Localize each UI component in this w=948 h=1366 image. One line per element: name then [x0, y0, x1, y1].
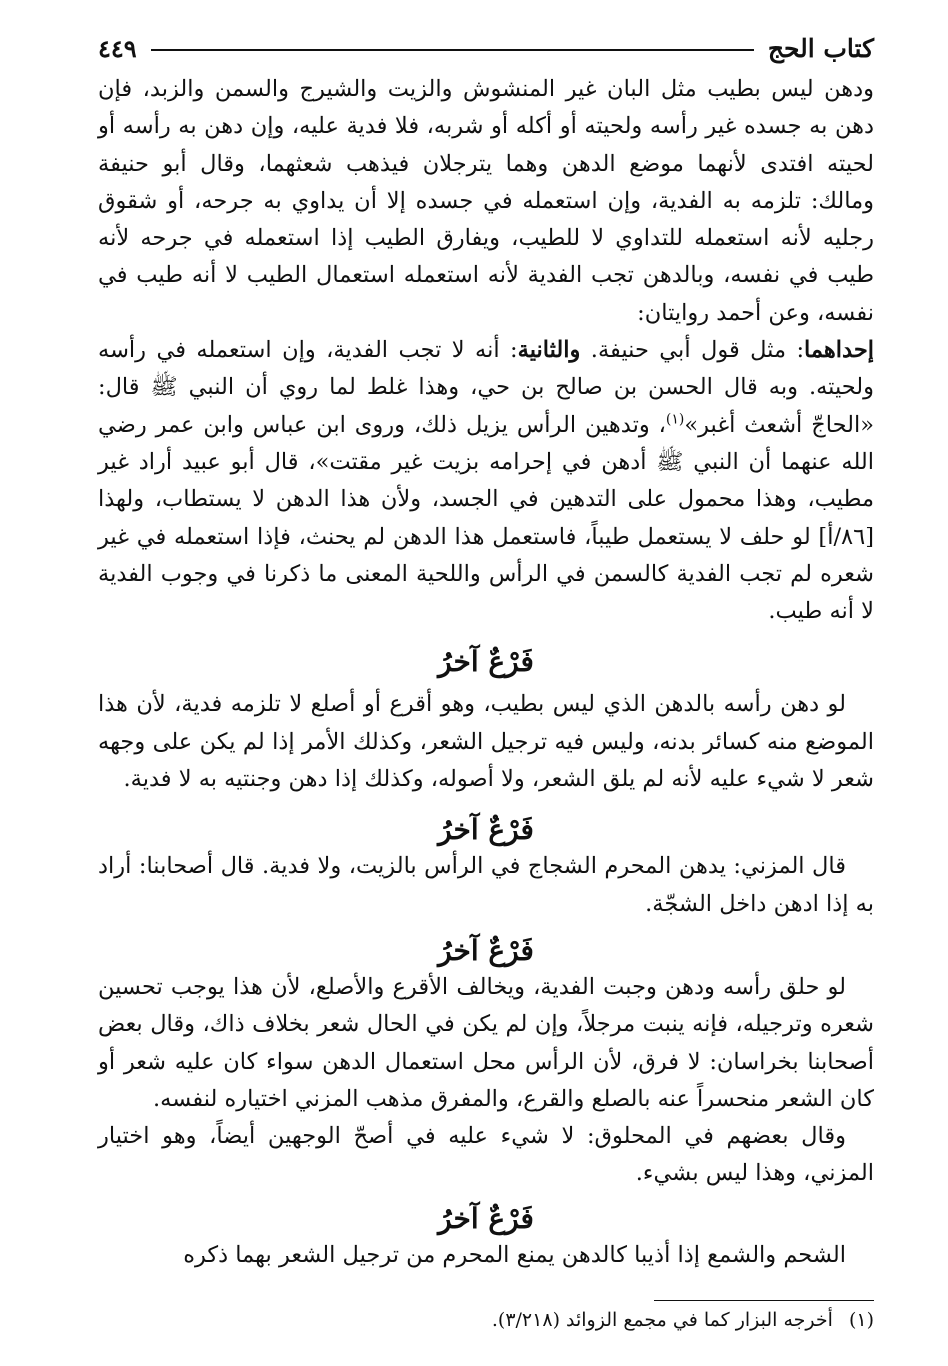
paragraph-bald-head: لو دهن رأسه بالدهن الذي ليس بطيب، وهو أقرع أو أصلع لا تلزمه فدية، لأن هذا الموضع منه كسائر بدنه، وليس فيه ترجيل الشعر، وكذلك الأمر إذا لم يكن على وجهه شعر لا شيء عليه لأنه لم يلق الشعر، ولا أصوله، وكذلك إذا دهن وجنتيه به لا فدية.	[98, 691, 874, 793]
text-second-narration: : أنه لا تجب الفدية، وإن استعمله في رأسه ولحيته. وبه قال الحسن بن صالح بن حي، وهذا غلط لما روي أن النبي ﷺ قال: «الحاجّ أشعث أغبر»	[98, 337, 874, 438]
paragraph-two-narrations	[98, 332, 874, 630]
text-continuation: ، وتدهين الرأس يزيل ذلك، وروى ابن عباس وابن عمر رضي الله عنهما أن النبي ﷺ أدهن في إحرامه بزيت غير مقتت»، قال أبو عبيد أراد غير مطيب، وهذا محمول على التدهين في الجسد، ولأن هذا الدهن لا يستطاب، ولهذا [٨٦/أ] لو حلف لا يستعمل طيباً، فاستعمل هذا الدهن لم يحنث، فإذا استعمله في غير شعره لم تجب الفدية كالسمن في الرأس واللحية المعنى ما ذكرنا في وجوب الفدية لا أنه طيب.	[98, 411, 874, 625]
footnote-marker: (١)	[665, 411, 685, 428]
running-title: كتاب الحج	[767, 33, 874, 63]
footnote-number: (١)	[848, 1309, 874, 1332]
paragraph-oils: ودهن ليس بطيب مثل البان غير المنشوش والزيت والشيرج والسمن والزبد، فإن دهن به جسده غير رأسه ولحيته أو أكله أو شربه، فلا فدية عليه، وإن دهن به رأسه أو لحيته افتدى لأنهما موضع الدهن وهما يترجلان فيذهب شعثهما، وقال أبو حنيفة ومالك: تلزمه به الفدية، وإن استعمله في جسده إلا أن يداوي به جرحه، أو شقوق رجليه لأنه استعمله للتداوي لا للطيب، ويفارق الطيب إذا استعمله في جرحه لأنه طيب في نفسه، وبالدهن تجب الفدية لأنه استعمله استعمال الطيب لا أنه طيب في نفسه، وعن أحمد روايتان:	[98, 76, 874, 326]
footnote	[98, 1305, 874, 1335]
section-heading: فَرْعٌ آخرُ	[438, 933, 534, 967]
footnote-text: أخرجه البزار كما في مجمع الزوائد (٣/٢١٨).	[491, 1309, 833, 1332]
page-header	[98, 28, 874, 68]
section-heading: فَرْعٌ آخرُ	[438, 813, 534, 847]
page-number: ٤٤٩	[98, 33, 137, 63]
header-rule	[151, 49, 754, 51]
paragraph-head-wound: قال المزني: يدهن المحرم الشجاج في الرأس بالزيت، ولا فدية. قال أصحابنا: أراد به إذا ادهن داخل الشجّة.	[98, 853, 874, 917]
paragraph-shaved-head: لو حلق رأسه ودهن وجبت الفدية، ويخالف الأقرع والأصلع، لأن هذا يوجب تحسين شعره وترجيله، فإنه ينبت مرجلاً، وإن لم يكن في الحال شعر بخلاف ذاك، وقال بعض أصحابنا بخراسان: لا فرق، لأن الرأس محل استعمال الدهن سواء كان عليه شعر أو كان الشعر منحسراً عنه بالصلع والقرع، والمفرق مذهب المزني اختياره لنفسه.	[98, 973, 874, 1112]
label-second-narration: والثانية	[517, 337, 581, 364]
footnote-separator	[654, 1300, 874, 1301]
section-heading: فَرْعٌ آخرُ	[438, 1201, 534, 1235]
section-heading: فَرْعٌ آخرُ	[438, 645, 534, 679]
text-first-narration: : مثل قول أبي حنيفة.	[580, 337, 805, 364]
paragraph-fat-wax: الشحم والشمع إذا أذيبا كالدهن يمنع المحرم من ترجيل الشعر بهما ذكره	[183, 1241, 846, 1268]
label-first-narration: إحداهما	[804, 337, 874, 364]
paragraph-shaved-opinion: وقال بعضهم في المحلوق: لا شيء عليه في أصحّ الوجهين أيضاً، وهو اختيار المزني، وهذا ليس بشيء.	[98, 1123, 874, 1187]
